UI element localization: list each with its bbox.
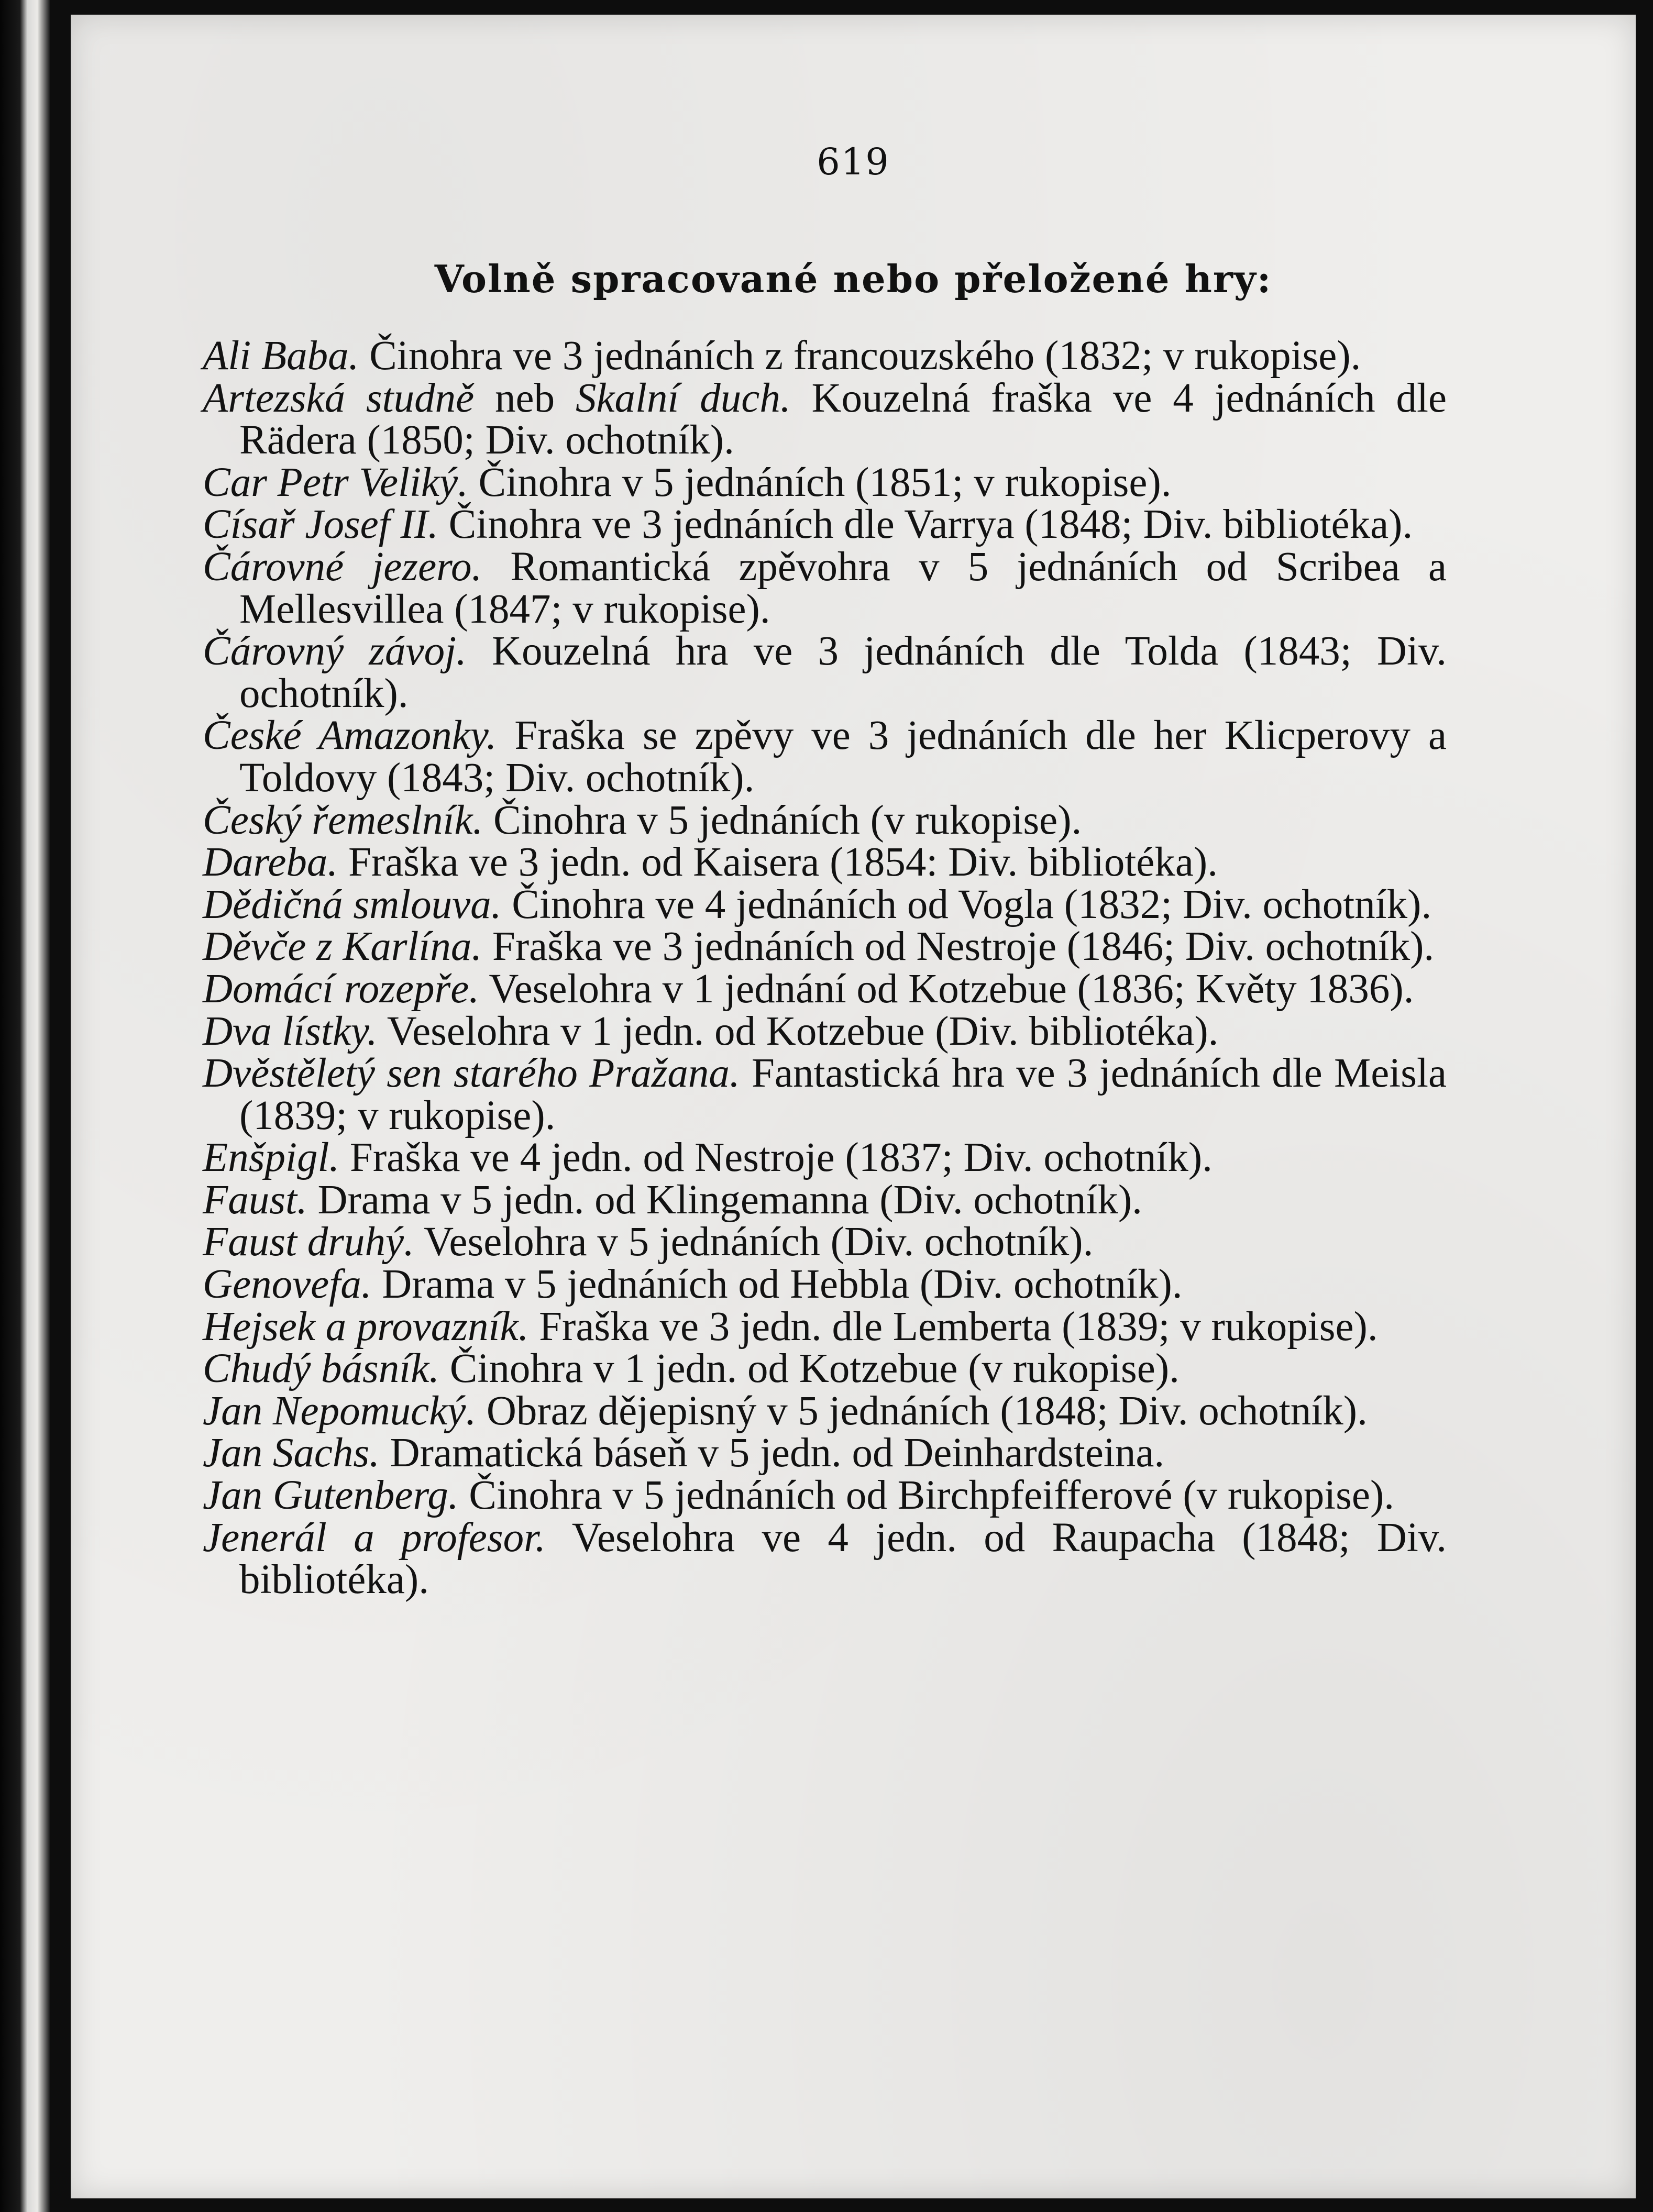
play-title: Genovefa. [203,1262,372,1308]
page-number: 619 [817,140,890,183]
play-description: Veselohra v 5 jednáních (Div. ochotník). [424,1219,1094,1265]
play-title: Hejsek a provazník. [203,1303,529,1350]
play-title: Jan Sachs. [203,1430,380,1476]
play-description: Činohra ve 3 jednáních dle Varrya (1848; Div. bibliotéka). [448,502,1413,548]
play-title: Český řemeslník. [203,797,483,843]
play-description: Fraška ve 3 jedn. od Kaisera (1854: Div. bibliotéka). [348,839,1218,886]
play-title: Dva lístky. [203,1008,378,1054]
play-description: Fraška ve 3 jednáních od Nestroje (1846; Div. ochotník). [492,924,1435,970]
play-entry [203,926,1447,968]
play-description: Veselohra v 1 jednání od Kotzebue (1836; Květy 1836). [489,966,1414,1012]
play-entry [203,546,1447,631]
adjacent-page-edge [0,0,50,2212]
play-description: Fraška ve 3 jedn. dle Lemberta (1839; v rukopise). [539,1303,1378,1350]
play-entry [203,968,1447,1011]
play-description: neb [495,375,555,421]
play-entry [203,1390,1447,1433]
play-title: Jan Nepomucký. [203,1388,477,1434]
play-list [203,335,1447,1601]
play-title: Čárovné jezero. [203,544,482,590]
play-title: Chudý básník. [203,1346,440,1392]
play-description: Romantická zpěvohra v 5 jednáních od Scribea a Mellesvillea (1847; v rukopise). [239,544,1447,632]
play-title: Dědičná smlouva. [203,881,502,927]
play-entry [203,335,1447,378]
play-entry [203,797,1447,843]
book-page [71,15,1636,2198]
play-description: Činohra v 5 jednáních (1851; v rukopise). [478,459,1172,505]
play-entry [203,1432,1447,1475]
play-alt-title: Skalní duch. [575,375,791,421]
play-title: Ali Baba. [203,333,359,379]
play-title: Čárovný závoj. [203,628,467,674]
play-title: Faust. [203,1177,307,1223]
play-description: Obraz dějepisný v 5 jednáních (1848; Div. ochotník). [486,1388,1368,1434]
play-description: Činohra v 5 jednáních (v rukopise). [493,797,1082,843]
play-title: České Amazonky. [203,713,497,759]
play-description: Dramatická báseň v 5 jedn. od Deinhardsteina. [390,1430,1165,1476]
play-description: Činohra v 5 jednáních od Birchpfeifferové (v rukopise). [469,1473,1395,1519]
play-description: Veselohra v 1 jedn. od Kotzebue (Div. bibliotéka). [387,1008,1219,1054]
play-description: Činohra ve 3 jednáních z francouzského (1832; v rukopise). [369,333,1361,379]
play-description: Fraška ve 4 jedn. od Nestroje (1837; Div. ochotník). [349,1135,1213,1181]
play-description: Kouzelná hra ve 3 jednáních dle Tolda (1843; Div. ochotník). [239,628,1447,716]
section-title: Volně spracované nebo přeložené hry: [434,257,1272,301]
play-entry [203,628,1447,716]
play-entry [203,1008,1447,1054]
play-entry [203,839,1447,886]
play-description: Činohra v 1 jedn. od Kotzebue (v rukopise). [449,1346,1180,1392]
play-entry [203,715,1447,799]
play-description: Drama v 5 jednáních od Hebbla (Div. ochotník). [382,1262,1183,1308]
play-entry [203,459,1447,505]
play-title: Domácí rozepře. [203,966,480,1012]
play-title: Jenerál a profesor. [203,1514,546,1561]
play-title: Dvěstěletý sen starého Pražana. [203,1050,740,1097]
play-title: Dareba. [203,839,338,886]
play-description: Veselohra ve 4 jedn. od Raupacha (1848; Div. bibliotéka). [239,1514,1447,1603]
play-description: Drama v 5 jedn. od Klingemanna (Div. ochotník). [317,1177,1142,1223]
play-entry [203,1137,1447,1179]
play-entry [203,1475,1447,1517]
play-entry [203,1179,1447,1222]
play-entry [203,1050,1447,1138]
play-title: Císař Josef II. [203,502,438,548]
play-entry [203,1264,1447,1306]
play-description: Kouzelná fraška ve 4 jednáních dle Rädera (1850; Div. ochotník). [239,375,1447,463]
play-title: Faust druhý. [203,1219,414,1265]
play-entry [203,375,1447,463]
play-description: Fraška se zpěvy ve 3 jednáních dle her Klicperovy a Toldovy (1843; Div. ochotník). [239,713,1447,801]
play-entry [203,504,1447,546]
play-description: Činohra ve 4 jednáních od Vogla (1832; Div. ochotník). [512,881,1432,927]
play-entry [203,1348,1447,1390]
play-title: Děvče z Karlína. [203,924,482,970]
play-title: Artezská studně [203,375,475,421]
play-title: Enšpigl. [203,1135,340,1181]
play-entry [203,1303,1447,1350]
play-entry [203,1221,1447,1264]
play-description: Fantastická hra ve 3 jednáních dle Meisla (1839; v rukopise). [239,1050,1447,1138]
play-entry [203,881,1447,927]
play-title: Car Petr Veliký. [203,459,468,505]
play-title: Jan Gutenberg. [203,1473,459,1519]
play-entry [203,1514,1447,1603]
